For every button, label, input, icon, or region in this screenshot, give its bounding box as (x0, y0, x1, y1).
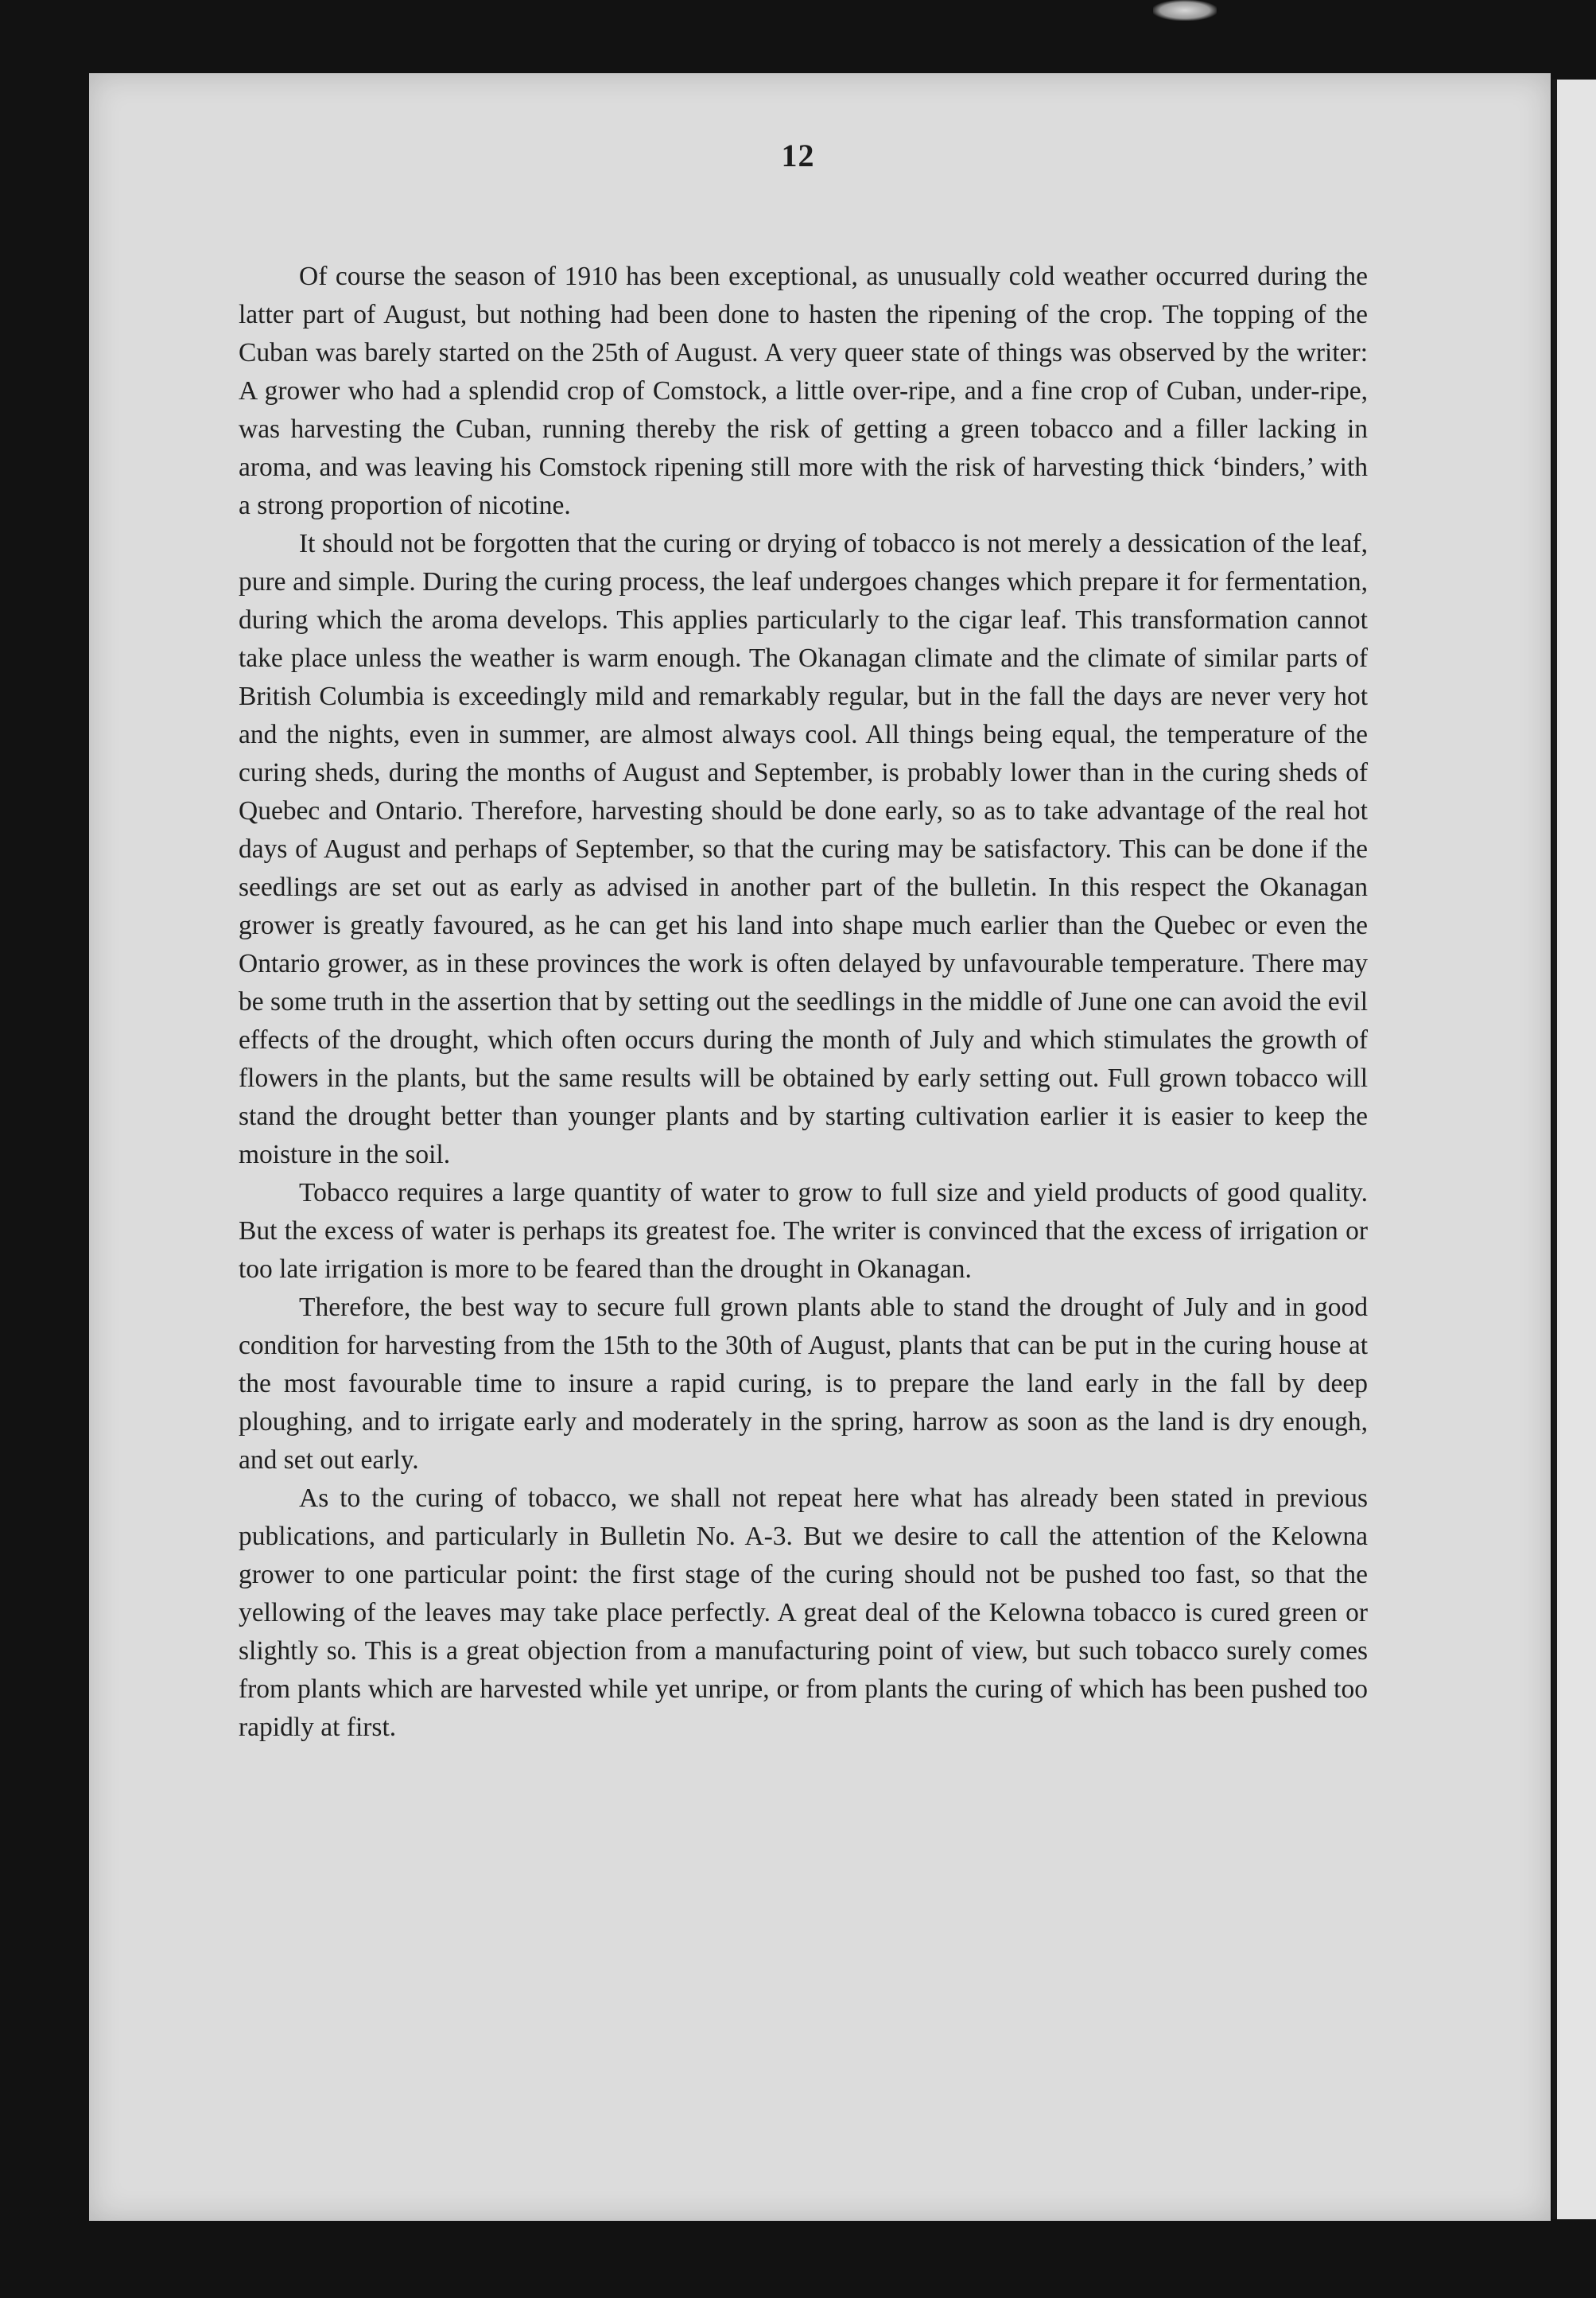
paragraph-5: As to the curing of tobacco, we shall not repeat here what has already been stated in previous publications, and particularly in Bulletin No. A-3. But we desire to call the attention of the Kelowna grower to one particular point: the first stage of the curing should not be pushed too fast, so that the yellowing of the leaves may take place perfectly. A great deal of the Kelowna tobacco is cured green or slightly so. This is a great objection from a manufacturing point of view, but such tobacco surely comes from plants which are harvested while yet unripe, or from plants the curing of which has been pushed too rapidly at first. (239, 1483, 1368, 1742)
page-number: 12 (781, 138, 815, 173)
paragraph-4: Therefore, the best way to secure full grown plants able to stand the drought of July and in good condition for harvesting from the 15th to the 30th of August, plants that can be put in the curing house at the most favourable time to insure a rapid curing, is to prepare the land early in the fall by deep ploughing, and to irrigate early and moderately in the spring, harrow as soon as the land is dry enough, and set out early. (239, 1293, 1368, 1475)
paragraph-3: Tobacco requires a large quantity of water to grow to full size and yield products of good quality. But the excess of water is perhaps its greatest foe. The writer is convinced that the excess of irrigation or too late irrigation is more to be feared than the drought in Okanagan. (239, 1178, 1368, 1284)
scan-artifact (1153, 0, 1217, 21)
paragraph-1: Of course the season of 1910 has been exceptional, as unusually cold weather occurred during the latter part of August, but nothing had been done to hasten the ripening of the crop. The topping of the Cuban was barely started on the 25th of August. A very queer state of things was observed by the writer: A grower who had a splendid crop of Comstock, a little over-ripe, and a fine crop of Cuban, under-ripe, was harvesting the Cuban, running thereby the risk of getting a green tobacco and a filler lacking in aroma, and was leaving his Comstock ripening still more with the risk of harvesting thick ‘binders,’ with a strong proportion of nicotine. (239, 262, 1368, 520)
page-edge (1552, 80, 1596, 2219)
paragraph-2: It should not be forgotten that the curing or drying of tobacco is not merely a dessication of the leaf, pure and simple. During the curing process, the leaf undergoes changes which prepare it for fermentation, during which the aroma develops. This applies particularly to the cigar leaf. This transformation cannot take place unless the weather is warm enough. The Okanagan climate and the climate of similar parts of British Columbia is exceedingly mild and remarkably regular, but in the fall the days are never very hot and the nights, even in summer, are almost always cool. All things being equal, the temperature of the curing sheds, during the months of August and September, is probably lower than in the curing sheds of Quebec and Ontario. Therefore, harvesting should be done early, so as to take advantage of the real hot days of August and perhaps of September, so that the curing may be satisfactory. This can be done if the seedlings are set out as early as advised in another part of the bulletin. In this respect the Okanagan grower is greatly favoured, as he can get his land into shape much earlier than the Quebec or even the Ontario grower, as in these provinces the work is often delayed by unfavourable temperature. There may be some truth in the assertion that by setting out the seedlings in the middle of June one can avoid the evil effects of the drought, which often occurs during the month of July and which stimulates the growth of flowers in the plants, but the same results will be obtained by early setting out. Full grown tobacco will stand the drought better than younger plants and by starting cultivation earlier it is easier to keep the moisture in the soil. (239, 529, 1368, 1169)
body-text (239, 258, 1368, 1747)
